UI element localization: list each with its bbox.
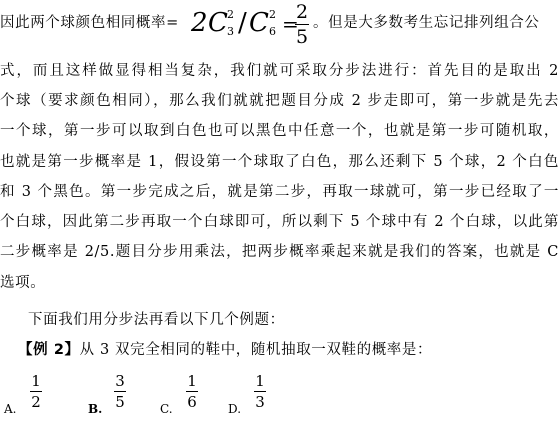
paragraph-line-9: 选项。 bbox=[0, 275, 46, 291]
option-c-denominator: 6 bbox=[187, 393, 197, 411]
option-a-numerator: 1 bbox=[31, 372, 41, 390]
paragraph-line-2: 式，而且这样做显得相当复杂，我们就可采取分步法进行：首先目的是取出 2 bbox=[0, 63, 559, 79]
option-c-fraction bbox=[186, 374, 198, 410]
paragraph-line-4: 一个球，第一步可以取到白色也可以黑色中任意一个，也就是第一步可随机取， bbox=[0, 123, 559, 139]
option-b-denominator: 5 bbox=[115, 393, 125, 411]
option-d-letter: D. bbox=[228, 402, 242, 416]
paragraph-line-8: 二步概率是 2/5.题目分步用乘法，把两步概率乘起来就是我们的答案，也就是 C bbox=[0, 244, 559, 260]
example-question bbox=[18, 341, 432, 359]
option-b-fraction bbox=[114, 374, 126, 410]
option-a-letter: A. bbox=[4, 402, 17, 416]
example-open-bracket: 【 bbox=[18, 342, 34, 358]
formula-coefficient: 2 bbox=[191, 8, 208, 38]
fraction-bar bbox=[254, 391, 266, 392]
fraction-bar bbox=[30, 391, 42, 392]
fraction-bar bbox=[114, 391, 126, 392]
paragraph-line-7: 个白球，因此第二步再取一个白球即可，所以剩下 5 个球中有 2 个白球，以此第 bbox=[0, 214, 559, 230]
formula-slash: / bbox=[238, 8, 247, 38]
formula-result-numerator: 2 bbox=[295, 1, 309, 23]
formula-c2-sup: 2 bbox=[269, 8, 276, 21]
option-d-fraction bbox=[254, 374, 266, 410]
paragraph-line-5: 也就是第一步概率是 1，假设第一个球取了白色，那么还剩下 5 个球，2 个白色 bbox=[0, 154, 559, 170]
formula-result-fraction bbox=[295, 3, 309, 47]
option-c-numerator: 1 bbox=[187, 372, 197, 390]
fraction-bar bbox=[186, 391, 198, 392]
option-d-denominator: 3 bbox=[255, 393, 265, 411]
option-c-letter: C. bbox=[160, 402, 173, 416]
option-b-numerator: 3 bbox=[115, 372, 125, 390]
formula-result-denominator: 5 bbox=[295, 26, 309, 48]
option-b-letter: B. bbox=[88, 402, 103, 416]
formula-equals: = bbox=[282, 12, 299, 36]
example-close-bracket: 】 bbox=[64, 342, 80, 358]
formula-c2-base: C bbox=[249, 8, 269, 38]
formula-c2-sub: 6 bbox=[269, 25, 276, 38]
paragraph-line-6: 和 3 个黑色。第一步完成之后，就是第二步，再取一球就可，第一步已经取了一 bbox=[0, 184, 559, 200]
example-label: 例 2 bbox=[33, 342, 65, 358]
option-a-fraction bbox=[30, 374, 42, 410]
formula-c1-sup: 2 bbox=[227, 8, 234, 21]
option-d-numerator: 1 bbox=[255, 372, 265, 390]
paragraph-line-1-suffix: 。但是大多数考生忘记排列组合公 bbox=[313, 15, 540, 31]
line-1-prefix-text: 因此两个球颜色相同概率= bbox=[0, 15, 179, 31]
option-a-denominator: 2 bbox=[31, 393, 41, 411]
fraction-bar bbox=[295, 24, 309, 25]
formula-c1-sub: 3 bbox=[227, 25, 234, 38]
intro-line: 下面我们用分步法再看以下几个例题： bbox=[28, 312, 285, 328]
paragraph-line-3: 个球（要求颜色相同），那么我们就就把题目分成 2 步走即可，第一步就是先去 bbox=[0, 93, 559, 109]
example-text: 从 3 双完全相同的鞋中，随机抽取一双鞋的概率是： bbox=[79, 342, 433, 358]
formula-c1-base: C bbox=[208, 8, 228, 38]
